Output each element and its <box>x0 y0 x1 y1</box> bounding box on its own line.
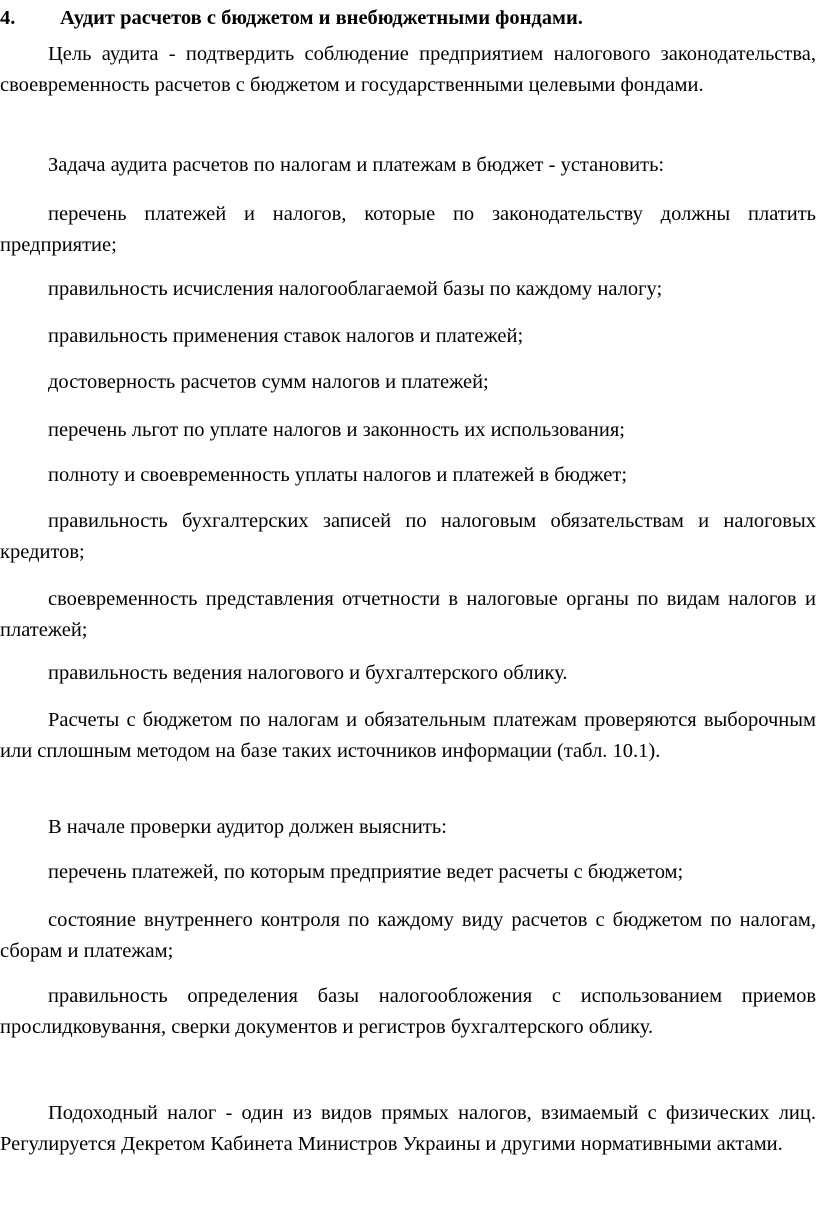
list-item-accounting-conduct: правильность ведения налогового и бухгалтерского облику. <box>48 662 568 684</box>
list-item-tax-base-determination: правильность определения базы налогообложения с использованием приемов прослидковування, сверки документов и регистров бухгалтерского облику. <box>0 985 816 1038</box>
section-number: 4. <box>0 7 16 29</box>
list-item-tax-benefits: перечень льгот по уплате налогов и законность их использования; <box>48 419 625 441</box>
paragraph-income-tax: Подоходный налог - один из видов прямых налогов, взимаемый с физических лиц. Регулируется Декретом Кабинета Министров Украины и другими нормативными актами. <box>0 1102 816 1155</box>
paragraph-audit-goal: Цель аудита - подтвердить соблюдение предприятием налогового законодательства, своевременность расчетов с бюджетом и государственными целевыми фондами. <box>0 43 816 96</box>
paragraph-verification-methods: Расчеты с бюджетом по налогам и обязательным платежам проверяются выборочным или сплошным методом на базе таких источников информации (табл. 10.1). <box>0 709 816 762</box>
paragraph-audit-task: Задача аудита расчетов по налогам и платежам в бюджет - установить: <box>48 154 665 176</box>
list-item-tax-base: правильность исчисления налогооблагаемой базы по каждому налогу; <box>48 278 663 300</box>
list-item-reporting-timeliness: своевременность представления отчетности в налоговые органы по видам налогов и платежей; <box>0 588 816 641</box>
list-item-payment-completeness: полноту и своевременность уплаты налогов и платежей в бюджет; <box>48 464 628 486</box>
section-title: Аудит расчетов с бюджетом и внебюджетными фондами. <box>60 7 583 29</box>
list-item-calculation-accuracy: достоверность расчетов сумм налогов и платежей; <box>48 371 489 393</box>
list-item-tax-rates: правильность применения ставок налогов и платежей; <box>48 325 524 347</box>
list-item-internal-control: состояние внутреннего контроля по каждому виду расчетов с бюджетом по налогам, сборам и платежам; <box>0 909 816 962</box>
paragraph-auditor-should-clarify: В начале проверки аудитор должен выяснить: <box>48 816 447 838</box>
section-heading <box>0 3 816 34</box>
list-item-budget-payments: перечень платежей, по которым предприятие ведет расчеты с бюджетом; <box>48 861 684 883</box>
list-item-accounting-records: правильность бухгалтерских записей по налоговым обязательствам и налоговых кредитов; <box>0 510 816 563</box>
list-item-payments-list: перечень платежей и налогов, которые по законодательству должны платить предприятие; <box>0 203 816 256</box>
